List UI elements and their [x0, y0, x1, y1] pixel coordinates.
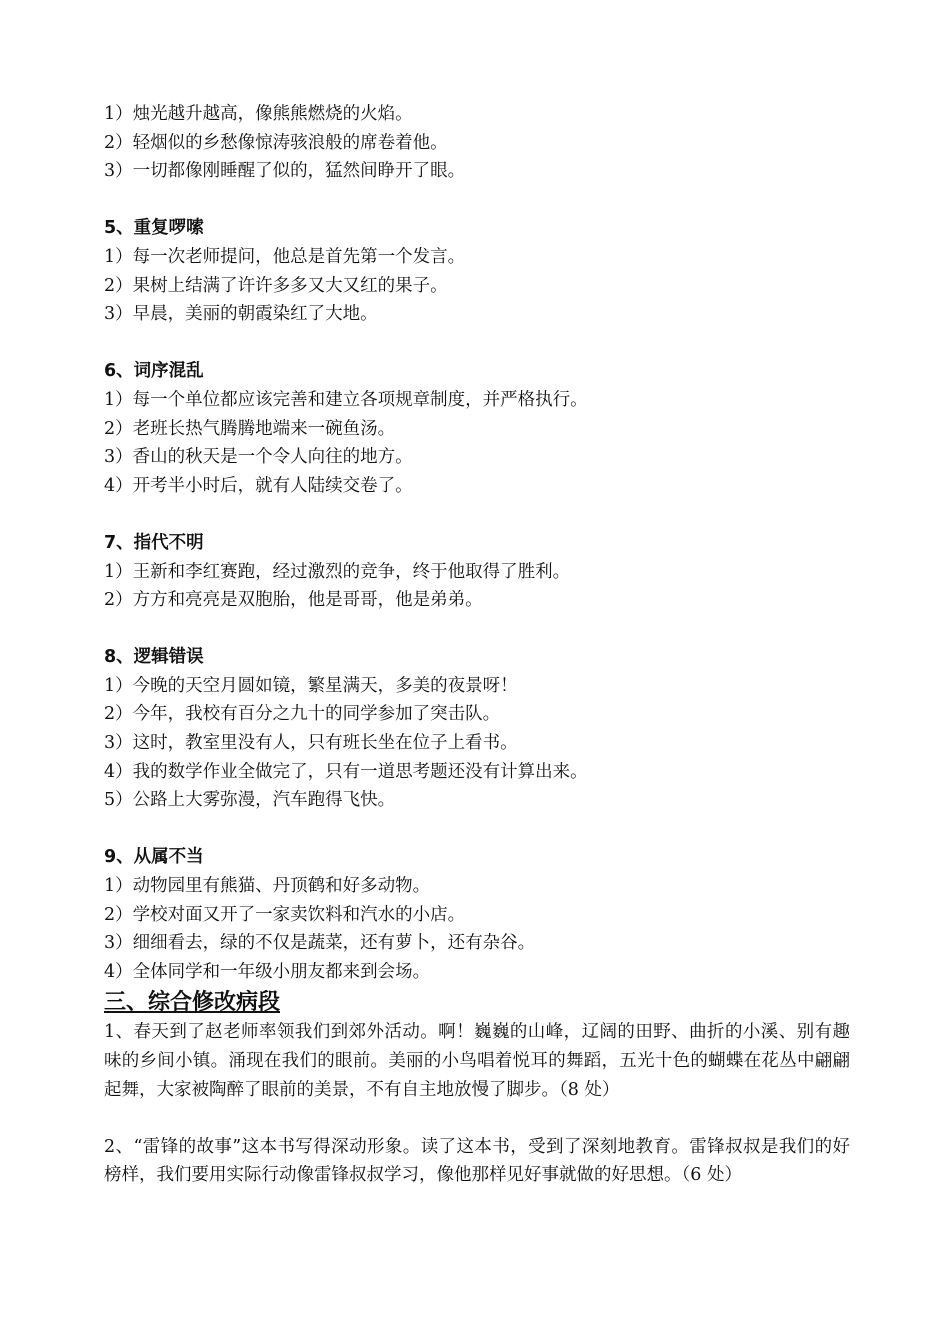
- list-item: 4）开考半小时后，就有人陆续交卷了。: [104, 475, 413, 496]
- list-item: 3）早晨，美丽的朝霞染红了大地。: [104, 304, 378, 325]
- list-item: 1）每一个单位都应该完善和建立各项规章制度，并严格执行。: [104, 389, 588, 410]
- list-item: 2）轻烟似的乡愁像惊涛骇浪般的席卷着他。: [104, 132, 448, 153]
- list-item: 3）一切都像刚睡醒了似的，猛然间睁开了眼。: [104, 161, 466, 182]
- document-page: [104, 100, 850, 1190]
- group-4-items: [104, 100, 850, 186]
- group-6: [104, 357, 850, 500]
- spacer: [104, 329, 850, 358]
- group-heading: 5、重复啰嗦: [104, 218, 204, 239]
- list-item: 1）动物园里有熊猫、丹顶鹤和好多动物。: [104, 876, 431, 897]
- list-item: 4）我的数学作业全做完了，只有一道思考题还没有计算出来。: [104, 761, 588, 782]
- spacer: [104, 815, 850, 844]
- group-heading: 6、词序混乱: [104, 361, 204, 382]
- group-heading: 8、逻辑错误: [104, 647, 204, 668]
- group-5: [104, 214, 850, 328]
- spacer: [104, 186, 850, 215]
- list-item: 3）香山的秋天是一个令人向往的地方。: [104, 447, 413, 468]
- paragraph: 1、春天到了赵老师率领我们到郊外活动。啊！巍巍的山峰，辽阔的田野、曲折的小溪、别有趣味的乡间小镇。涌现在我们的眼前。美丽的小鸟唱着悦耳的舞蹈，五光十色的蝴蝶在花丛中翩翩起舞，大家被陶醉了眼前的美景，不有自主地放慢了脚步。（8 处）: [104, 1022, 850, 1100]
- list-item: 3）细细看去，绿的不仅是蔬菜，还有萝卜，还有杂谷。: [104, 933, 536, 954]
- list-item: 1）烛光越升越高，像熊熊燃烧的火焰。: [104, 104, 413, 124]
- spacer: [104, 615, 850, 644]
- section-3: [104, 988, 850, 1190]
- list-item: 1）今晚的天空月圆如镜，繁星满天，多美的夜景呀！: [104, 675, 518, 696]
- list-item: 2）方方和亮亮是双胞胎，他是哥哥，他是弟弟。: [104, 590, 483, 611]
- list-item: 2）果树上结满了许许多多又大又红的果子。: [104, 275, 448, 296]
- group-7: [104, 529, 850, 615]
- section-title: 三、综合修改病段: [104, 990, 281, 1016]
- list-item: 1）王新和李红赛跑，经过激烈的竞争，终于他取得了胜利。: [104, 561, 571, 582]
- list-item: 2）今年，我校有百分之九十的同学参加了突击队。: [104, 704, 501, 725]
- list-item: 2）老班长热气腾腾地端来一碗鱼汤。: [104, 418, 396, 439]
- list-item: 3）这时，教室里没有人，只有班长坐在位子上看书。: [104, 733, 518, 754]
- spacer: [104, 1104, 850, 1133]
- group-9: [104, 843, 850, 986]
- list-item: 2）学校对面又开了一家卖饮料和汽水的小店。: [104, 904, 466, 925]
- group-heading: 7、指代不明: [104, 532, 204, 553]
- list-item: 5）公路上大雾弥漫，汽车跑得飞快。: [104, 790, 396, 811]
- list-item: 4）全体同学和一年级小朋友都来到会场。: [104, 961, 431, 982]
- group-8: [104, 643, 850, 815]
- paragraph: 2、“雷锋的故事”这本书写得深动形象。读了这本书，受到了深刻地教育。雷锋叔叔是我们的好榜样，我们要用实际行动像雷锋叔叔学习，像他那样见好事就做的好思想。（6 处）: [104, 1136, 850, 1186]
- list-item: 1）每一次老师提问，他总是首先第一个发言。: [104, 246, 466, 267]
- spacer: [104, 500, 850, 529]
- group-heading: 9、从属不当: [104, 847, 204, 868]
